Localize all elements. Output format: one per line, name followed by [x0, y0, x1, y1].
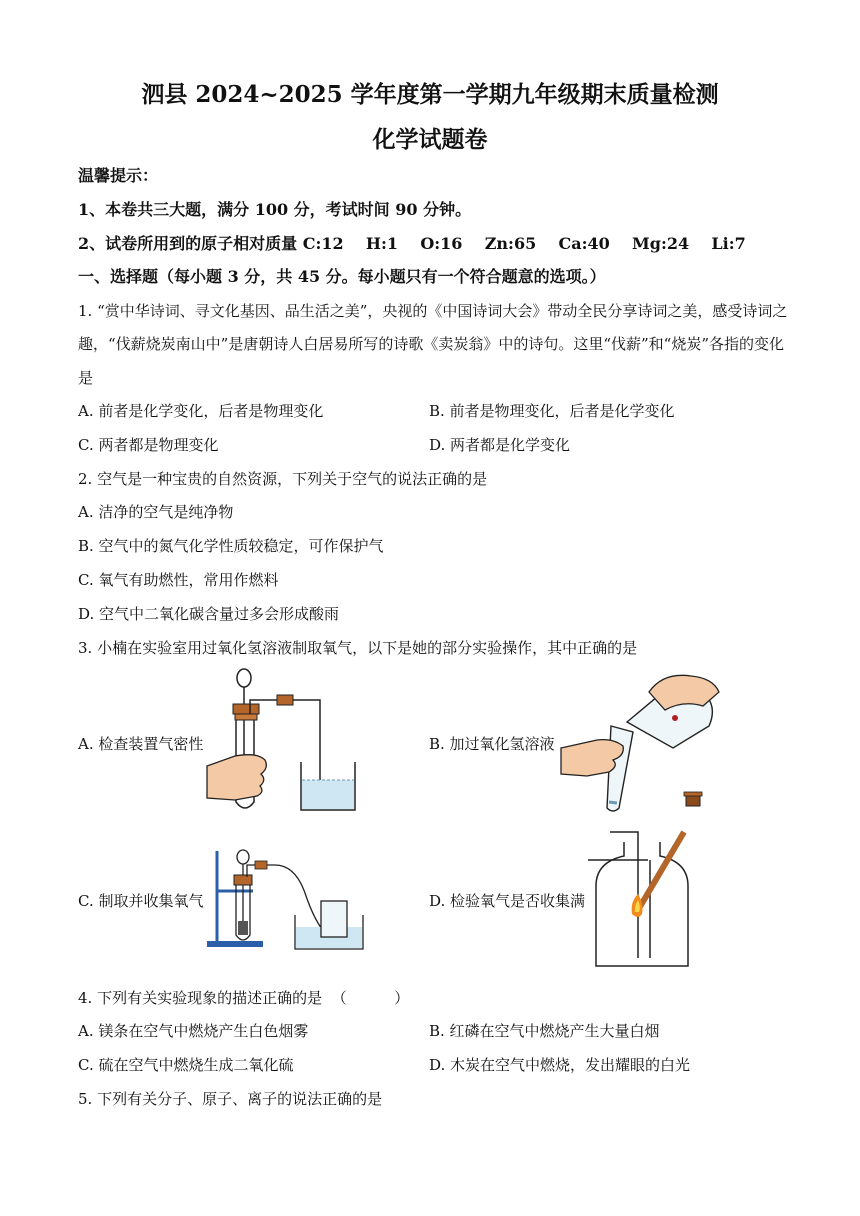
q2-option-a: A. 洁净的空气是纯净物 [78, 503, 234, 521]
q4-stem: 4. 下列有关实验现象的描述正确的是 （ ） [78, 989, 410, 1007]
q1-option-d: D. 两者都是化学变化 [429, 436, 571, 454]
q3-stem: 3. 小楠在实验室用过氧化氢溶液制取氧气，以下是她的部分实验操作，其中正确的是 [78, 639, 638, 657]
figure-airtightness-check [205, 662, 380, 814]
exam-title: 泗县 2024~2025 学年度第一学期九年级期末质量检测 [141, 81, 719, 108]
q1-stem-line-2: 趣，“伐薪烧炭南山中”是唐朝诗人白居易所写的诗歌《卖炭翁》中的诗句。这里“伐薪”和“烧炭”各指的变化 [78, 335, 785, 353]
q1-option-c: C. 两者都是物理变化 [78, 436, 219, 454]
notice-item-1: 1、本卷共三大题，满分 100 分，考试时间 90 分钟。 [78, 200, 472, 219]
q4-option-c: C. 硫在空气中燃烧生成二氧化硫 [78, 1056, 294, 1074]
q3-option-b: B. 加过氧化氢溶液 [429, 735, 555, 753]
figure-collect-oxygen [205, 843, 365, 953]
q4-option-a: A. 镁条在空气中燃烧产生白色烟雾 [78, 1022, 309, 1040]
q3-option-c: C. 制取并收集氧气 [78, 892, 204, 910]
q4-option-b: B. 红磷在空气中燃烧产生大量白烟 [429, 1022, 660, 1040]
q3-option-a: A. 检查装置气密性 [78, 735, 204, 753]
q2-option-d: D. 空气中二氧化碳含量过多会形成酸雨 [78, 605, 340, 623]
q1-stem-line-3: 是 [78, 369, 94, 387]
q2-option-b: B. 空气中的氮气化学性质较稳定，可作保护气 [78, 537, 384, 555]
q4-option-d: D. 木炭在空气中燃烧，发出耀眼的白光 [429, 1056, 691, 1074]
q1-stem-line-1: 1. “赏中华诗词、寻文化基因、品生活之美”，央视的《中国诗词大会》带动全民分享诗词之美，感受诗词之 [78, 302, 788, 320]
exam-subtitle: 化学试题卷 [372, 126, 488, 153]
q1-option-a: A. 前者是化学变化，后者是物理变化 [78, 402, 324, 420]
q2-option-c: C. 氧气有助燃性，常用作燃料 [78, 571, 279, 589]
section-heading: 一、选择题（每小题 3 分，共 45 分。每小题只有一个符合题意的选项。） [78, 267, 606, 286]
q2-stem: 2. 空气是一种宝贵的自然资源，下列关于空气的说法正确的是 [78, 470, 488, 488]
figure-check-full [588, 828, 698, 970]
q5-stem: 5. 下列有关分子、原子、离子的说法正确的是 [78, 1090, 383, 1108]
q3-option-d: D. 检验氧气是否收集满 [429, 892, 586, 910]
notice-item-2: 2、试卷所用到的原子相对质量 C:12 H:1 O:16 Zn:65 Ca:40 Mg:24 Li:7 [78, 234, 746, 253]
figure-pouring-solution [553, 662, 723, 812]
notice-heading: 温馨提示： [78, 166, 159, 185]
q1-option-b: B. 前者是物理变化，后者是化学变化 [429, 402, 675, 420]
